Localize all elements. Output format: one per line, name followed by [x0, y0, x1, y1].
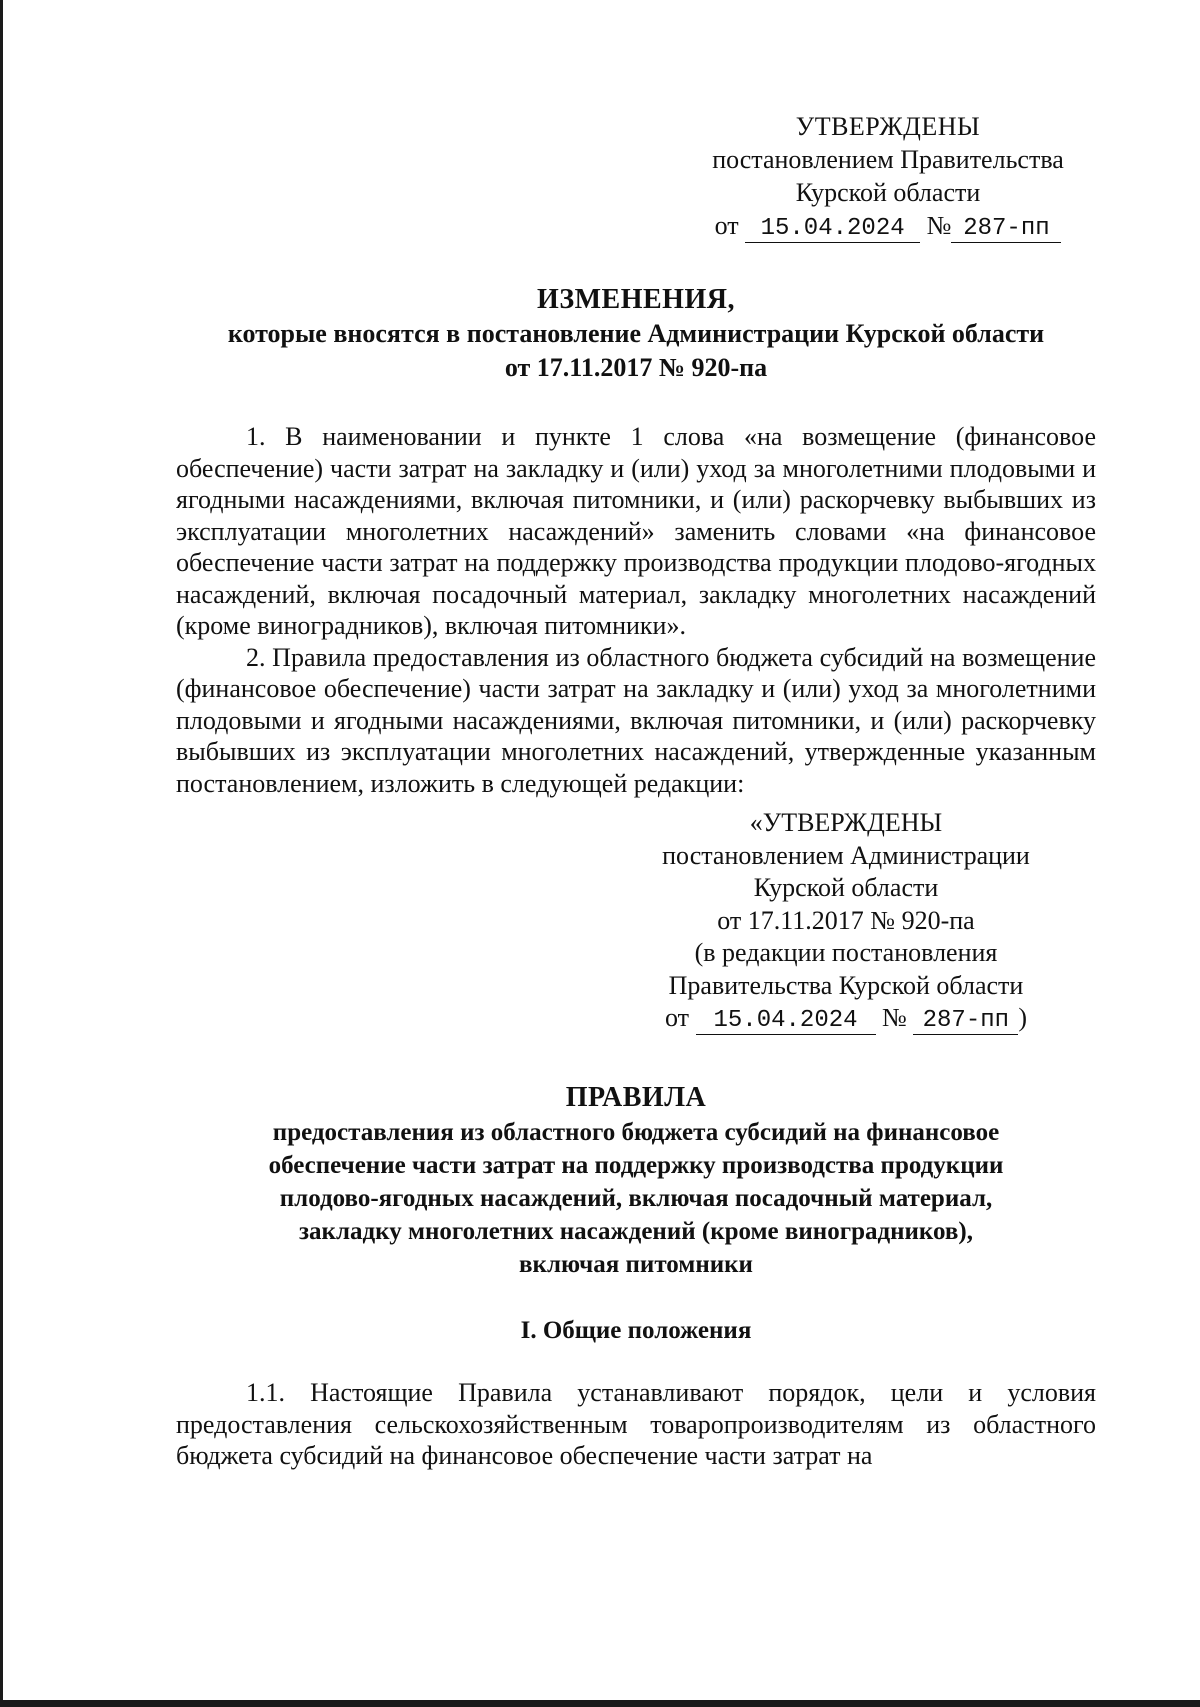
changes-heading	[176, 283, 1096, 385]
approval-block-2	[616, 807, 1076, 1035]
approval-block	[688, 110, 1088, 243]
scan-left-edge	[0, 0, 3, 1707]
changes-title: ИЗМЕНЕНИЯ,	[537, 284, 735, 315]
changes-subtitle-line-2: от 17.11.2017 № 920-па	[504, 353, 768, 382]
approval-date: 15.04.2024	[745, 216, 920, 243]
approval-date-line	[688, 209, 1088, 243]
approval2-closing: )	[1018, 1003, 1027, 1032]
paragraph-1: 1. В наименовании и пункте 1 слова «на возмещение (финансовое обеспечение) части затрат на закладку и (или) уход за многолетними плодовыми и ягодными насаждениями, включая питомники, и (или) раскорчевку выбывших из эксплуатации многолетних насаждений» заменить словами «на финансовое обеспечение части затрат на поддержку производства продукции плодово-ягодных насаждений, включая посадочный материал, закладку многолетних насаждений (кроме виноградников), включая питомники».	[176, 422, 1096, 640]
approval2-date-line	[616, 1002, 1076, 1035]
rules-line-2: обеспечение части затрат на поддержку производства продукции	[268, 1152, 1004, 1179]
approval2-from-prefix: от	[664, 1003, 690, 1032]
approval-line-1: постановлением Правительства	[712, 145, 1064, 174]
rules-line-3: плодово-ягодных насаждений, включая посадочный материал,	[279, 1185, 993, 1212]
section-1-title: I. Общие положения	[520, 1317, 752, 1344]
approval-number-prefix: №	[926, 211, 952, 240]
paragraph-2: 2. Правила предоставления из областного бюджета субсидий на возмещение (финансовое обеспечение) части затрат на закладку и (или) уход за многолетними плодовыми и ягодными насаждениями, включая питомники, и (или) раскорчевку выбывших из эксплуатации многолетних насаждений, утвержденные указанным постановлением, изложить в следующей редакции:	[176, 642, 1096, 798]
section-1-body	[176, 1377, 1096, 1472]
approval2-date: 15.04.2024	[696, 1008, 876, 1035]
approval-line-2: Курской области	[795, 178, 981, 207]
changes-subtitle-line-1: которые вносятся в постановление Администрации Курской области	[227, 319, 1045, 348]
rules-heading	[176, 1081, 1096, 1281]
scan-bottom-edge	[0, 1700, 1200, 1707]
rules-title: ПРАВИЛА	[565, 1082, 707, 1113]
document-page	[176, 110, 1096, 1472]
approval2-line-3: от 17.11.2017 № 920-па	[717, 905, 975, 935]
approval2-title: «УТВЕРЖДЕНЫ	[749, 808, 943, 837]
approval-number: 287-пп	[951, 216, 1061, 243]
approval2-line-2: Курской области	[753, 873, 939, 902]
rules-line-1: предоставления из областного бюджета субсидий на финансовое	[272, 1119, 1000, 1146]
rules-line-4: закладку многолетних насаждений (кроме виноградников),	[299, 1218, 973, 1245]
changes-body	[176, 421, 1096, 799]
approval2-number-prefix: №	[882, 1003, 907, 1032]
section-1-paragraph: 1.1. Настоящие Правила устанавливают порядок, цели и условия предоставления сельскохозяйственным товаропроизводителям из областного бюджета субсидий на финансовое обеспечение части затрат на	[176, 1378, 1096, 1470]
approval2-line-5: Правительства Курской области	[668, 970, 1024, 1000]
approval2-line-4: (в редакции постановления	[694, 938, 998, 967]
approval2-number: 287-пп	[913, 1008, 1018, 1035]
rules-line-5: включая питомники	[519, 1251, 753, 1278]
approval-title: УТВЕРЖДЕНЫ	[795, 112, 981, 141]
approval-from-prefix: от	[714, 211, 739, 240]
approval2-line-1: постановлением Администрации	[662, 840, 1030, 870]
